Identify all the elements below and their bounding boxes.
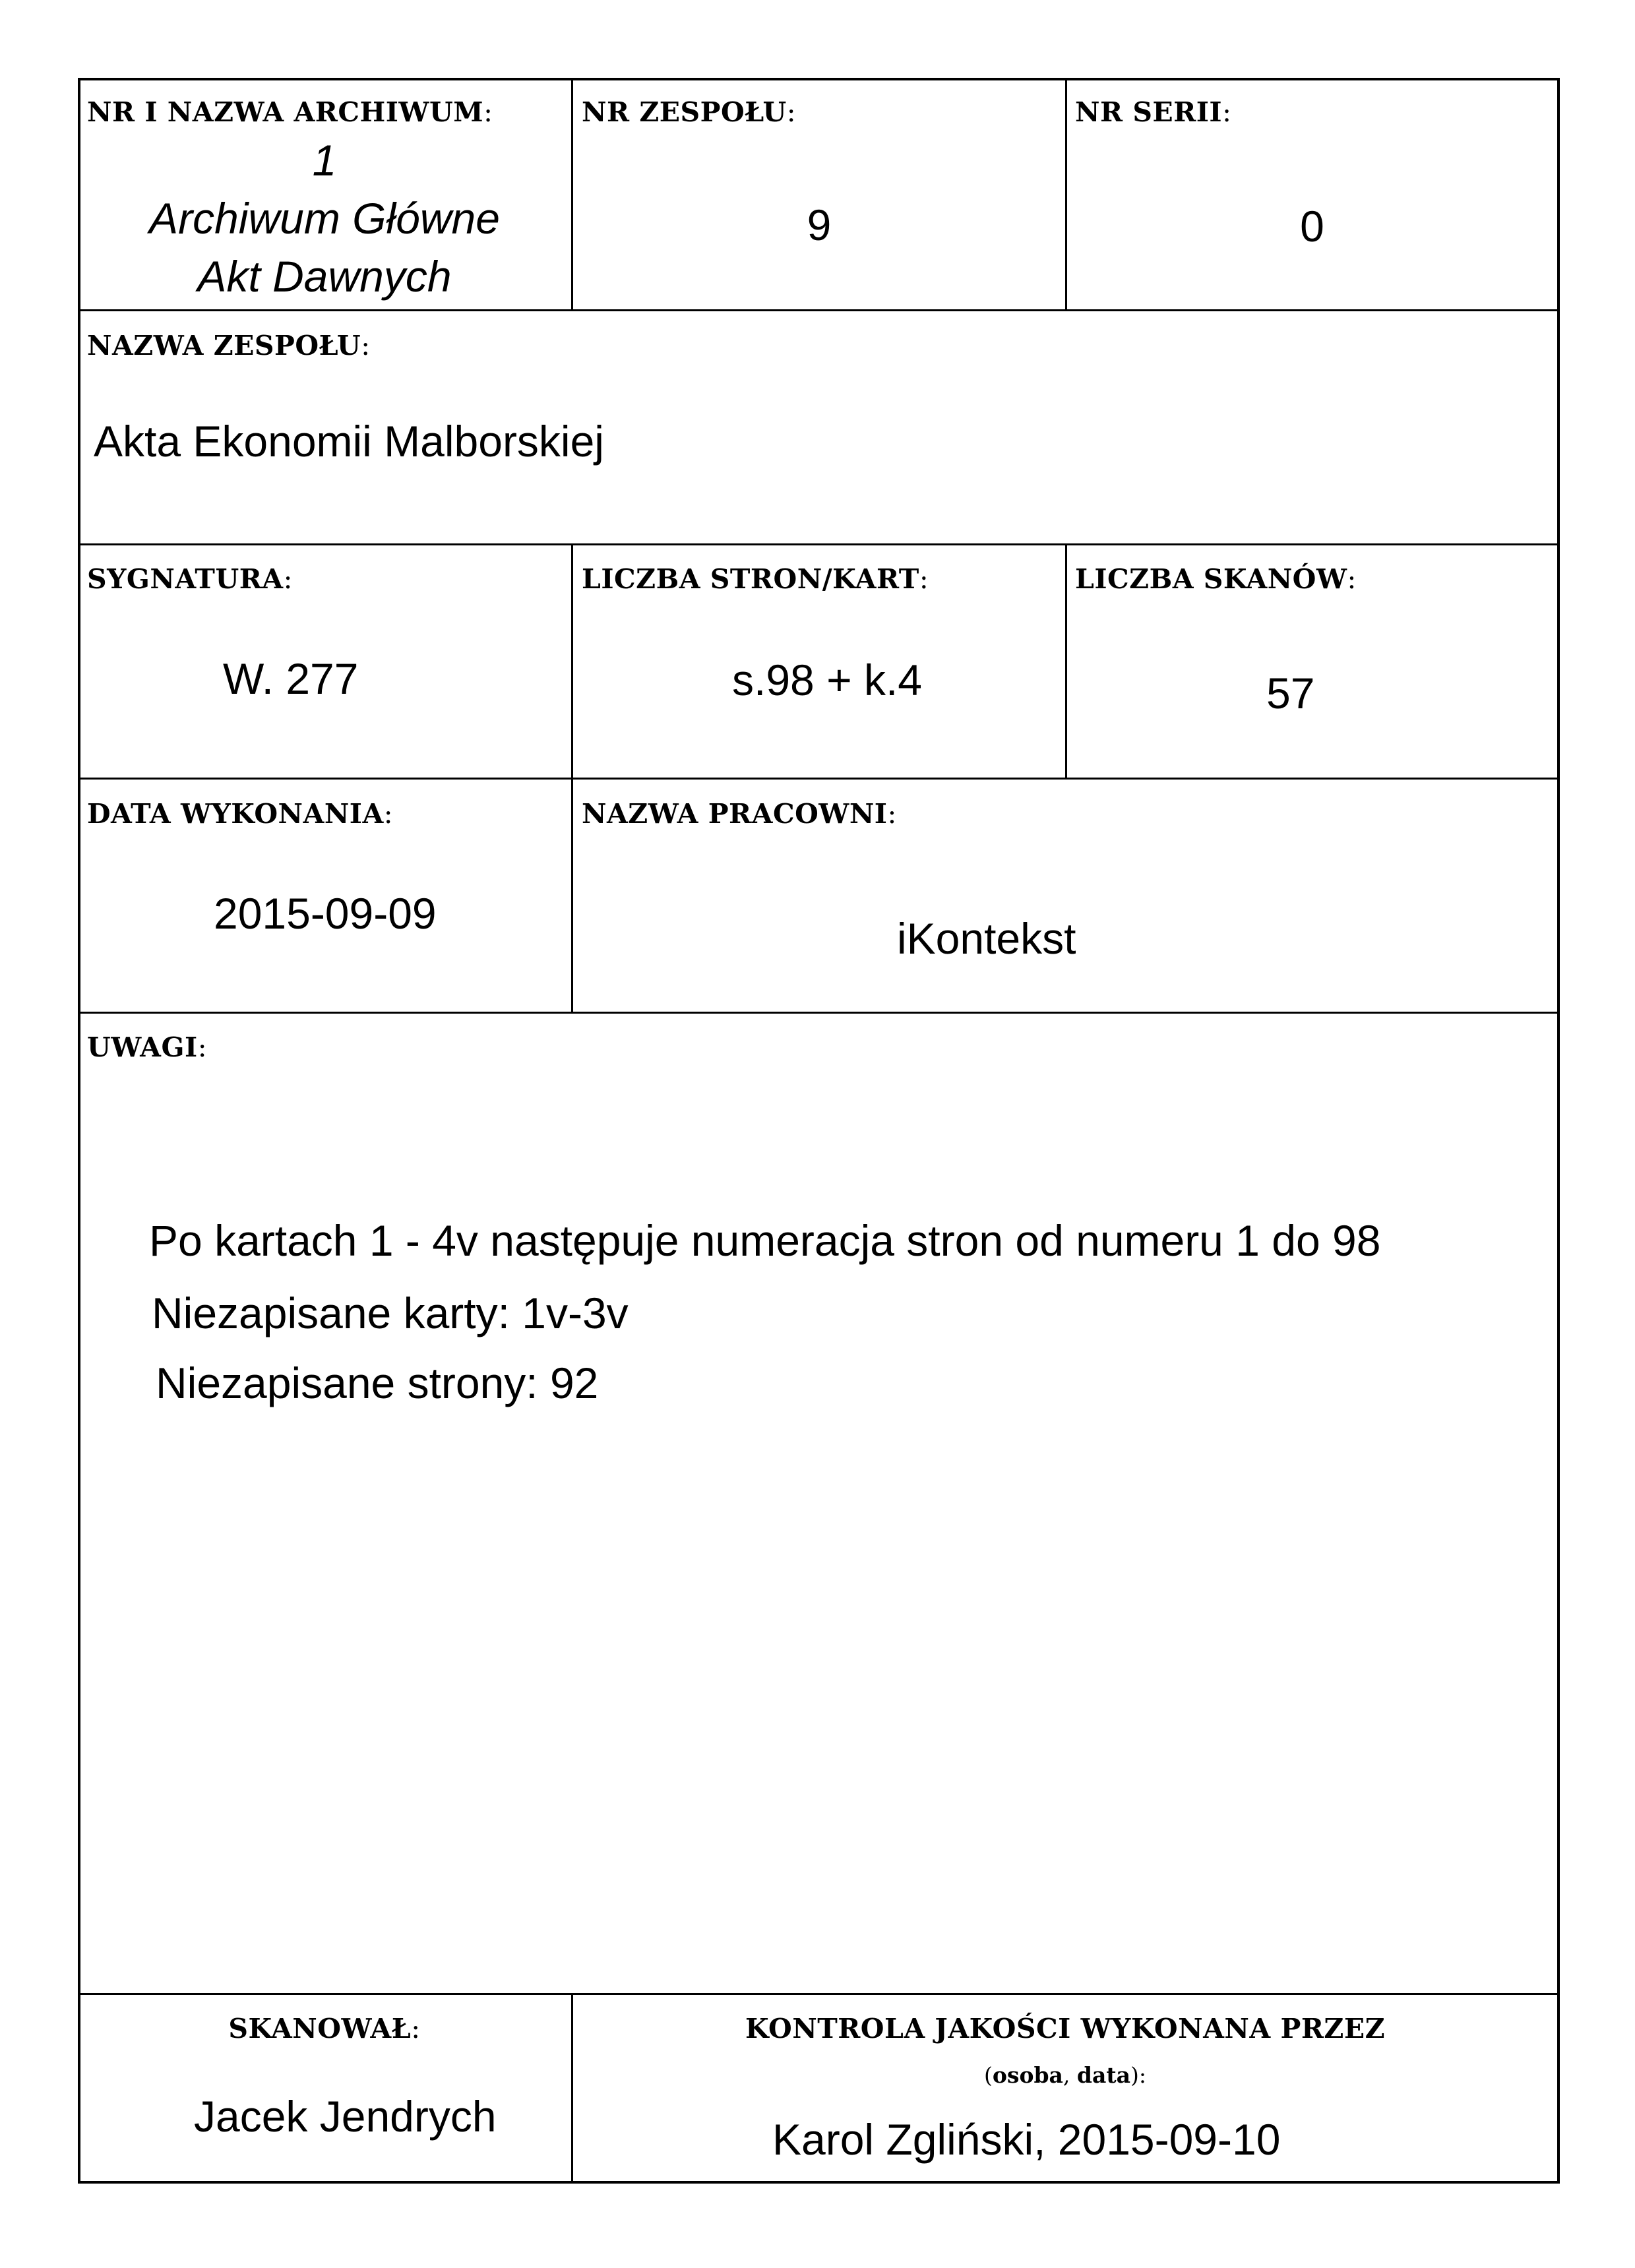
workshop-value: iKontekst xyxy=(897,914,1076,963)
col-divider-a-row1 xyxy=(571,78,573,311)
remarks-label: UWAGI: xyxy=(87,1031,208,1063)
frame-left xyxy=(78,78,80,2184)
quality-control-value: Karol Zgliński, 2015-09-10 xyxy=(772,2115,1281,2164)
scan-count-label: LICZBA SKANÓW: xyxy=(1075,563,1357,595)
remarks-line-3: Niezapisane strony: 92 xyxy=(156,1359,599,1407)
scanned-by-label: SKANOWAŁ: xyxy=(228,2013,421,2044)
series-number-label: NR SERII: xyxy=(1075,96,1232,128)
col-divider-b-row3 xyxy=(1065,543,1067,779)
row-divider-1 xyxy=(78,309,1560,311)
signature-label: SYGNATURA: xyxy=(87,563,293,595)
series-number-value: 0 xyxy=(1300,202,1324,251)
remarks-line-1: Po kartach 1 - 4v następuje numeracja stron od numeru 1 do 98 xyxy=(149,1216,1381,1265)
fonds-name-label: NAZWA ZESPOŁU: xyxy=(87,330,371,361)
archive-name-line2: Akt Dawnych xyxy=(197,252,452,301)
metadata-sheet xyxy=(78,78,1560,2184)
fonds-name-value: Akta Ekonomii Malborskiej xyxy=(94,417,604,466)
quality-control-label: KONTROLA JAKOŚCI WYKONANA PRZEZ xyxy=(745,2013,1385,2044)
page-count-label: LICZBA STRON/KART: xyxy=(582,563,929,595)
workshop-label: NAZWA PRACOWNI: xyxy=(582,798,897,830)
archive-label: NR I NAZWA ARCHIWUM: xyxy=(87,96,493,128)
remarks-line-2: Niezapisane karty: 1v-3v xyxy=(152,1289,629,1337)
quality-control-sublabel: (osoba, data): xyxy=(983,2062,1146,2088)
archive-name-line1: Archiwum Główne xyxy=(149,194,500,243)
row-divider-5 xyxy=(78,1993,1560,1995)
frame-top xyxy=(78,78,1560,80)
scanned-by-value: Jacek Jendrych xyxy=(194,2092,497,2141)
frame-bottom xyxy=(78,2181,1560,2184)
page-count-value: s.98 + k.4 xyxy=(732,656,923,704)
row-divider-4 xyxy=(78,1012,1560,1014)
frame-right xyxy=(1557,78,1560,2184)
execution-date-label: DATA WYKONANIA: xyxy=(87,798,394,830)
archive-number: 1 xyxy=(312,136,337,185)
fonds-number-label: NR ZESPOŁU: xyxy=(582,96,797,128)
execution-date-value: 2015-09-09 xyxy=(214,889,437,938)
row-divider-3 xyxy=(78,778,1560,780)
col-divider-a-row3 xyxy=(571,543,573,779)
fonds-number-value: 9 xyxy=(807,200,832,249)
col-divider-a-row4 xyxy=(571,778,573,1013)
row-divider-2 xyxy=(78,543,1560,545)
signature-value: W. 277 xyxy=(223,654,359,703)
col-divider-b-row1 xyxy=(1065,78,1067,311)
scan-count-value: 57 xyxy=(1266,669,1315,718)
